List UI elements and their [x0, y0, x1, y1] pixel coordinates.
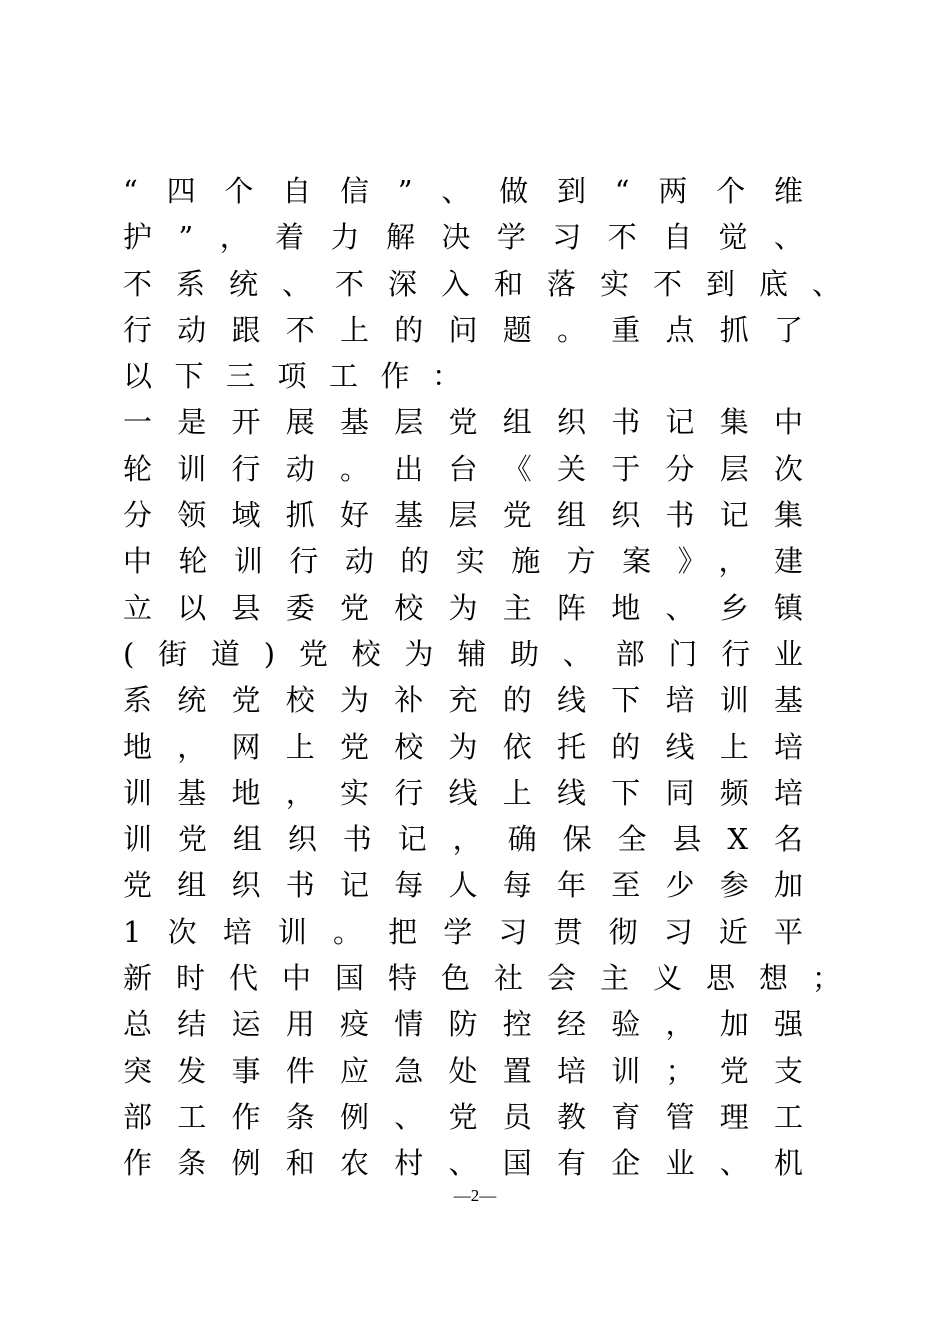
text-line: 以下三项工作：	[123, 359, 461, 394]
text-line: 突发事件应急处置培训；党支	[123, 1053, 803, 1088]
text-line: 1次培训。把学习贯彻习近平	[123, 914, 803, 949]
text-line: (街道)党校为辅助、部门行业	[123, 636, 803, 671]
text-line: 训基地，实行线上线下同频培	[123, 775, 803, 810]
text-line: 作条例和农村、国有企业、机	[123, 1146, 803, 1181]
text-line: 立以县委党校为主阵地、乡镇	[123, 590, 803, 625]
text-line: “四个自信”、做到“两个维	[123, 174, 803, 208]
text-line: 总结运用疫情防控经验，加强	[123, 1007, 803, 1042]
text-line: 新时代中国特色社会主义思想；	[123, 961, 841, 996]
text-line: 行动跟不上的问题。重点抓了	[123, 312, 803, 347]
text-line: 不系统、不深入和落实不到底、	[123, 266, 841, 301]
text-line: 部工作条例、党员教育管理工	[123, 1099, 803, 1134]
text-line: 中轮训行动的实施方案》，建	[123, 544, 803, 579]
body-text	[123, 168, 841, 1187]
text-line: 党组织书记每人每年至少参加	[123, 868, 803, 903]
text-line: 分领域抓好基层党组织书记集	[123, 498, 803, 533]
text-line: 地，网上党校为依托的线上培	[123, 729, 803, 764]
text-line: 一是开展基层党组织书记集中	[123, 405, 803, 440]
text-line: 护”，着力解决学习不自觉、	[123, 220, 803, 255]
text-line: 轮训行动。出台《关于分层次	[123, 451, 803, 486]
text-line: 系统党校为补充的线下培训基	[123, 683, 803, 718]
text-line: 训党组织书记，确保全县X名	[123, 822, 803, 857]
page-number: —2—	[453, 1186, 497, 1205]
